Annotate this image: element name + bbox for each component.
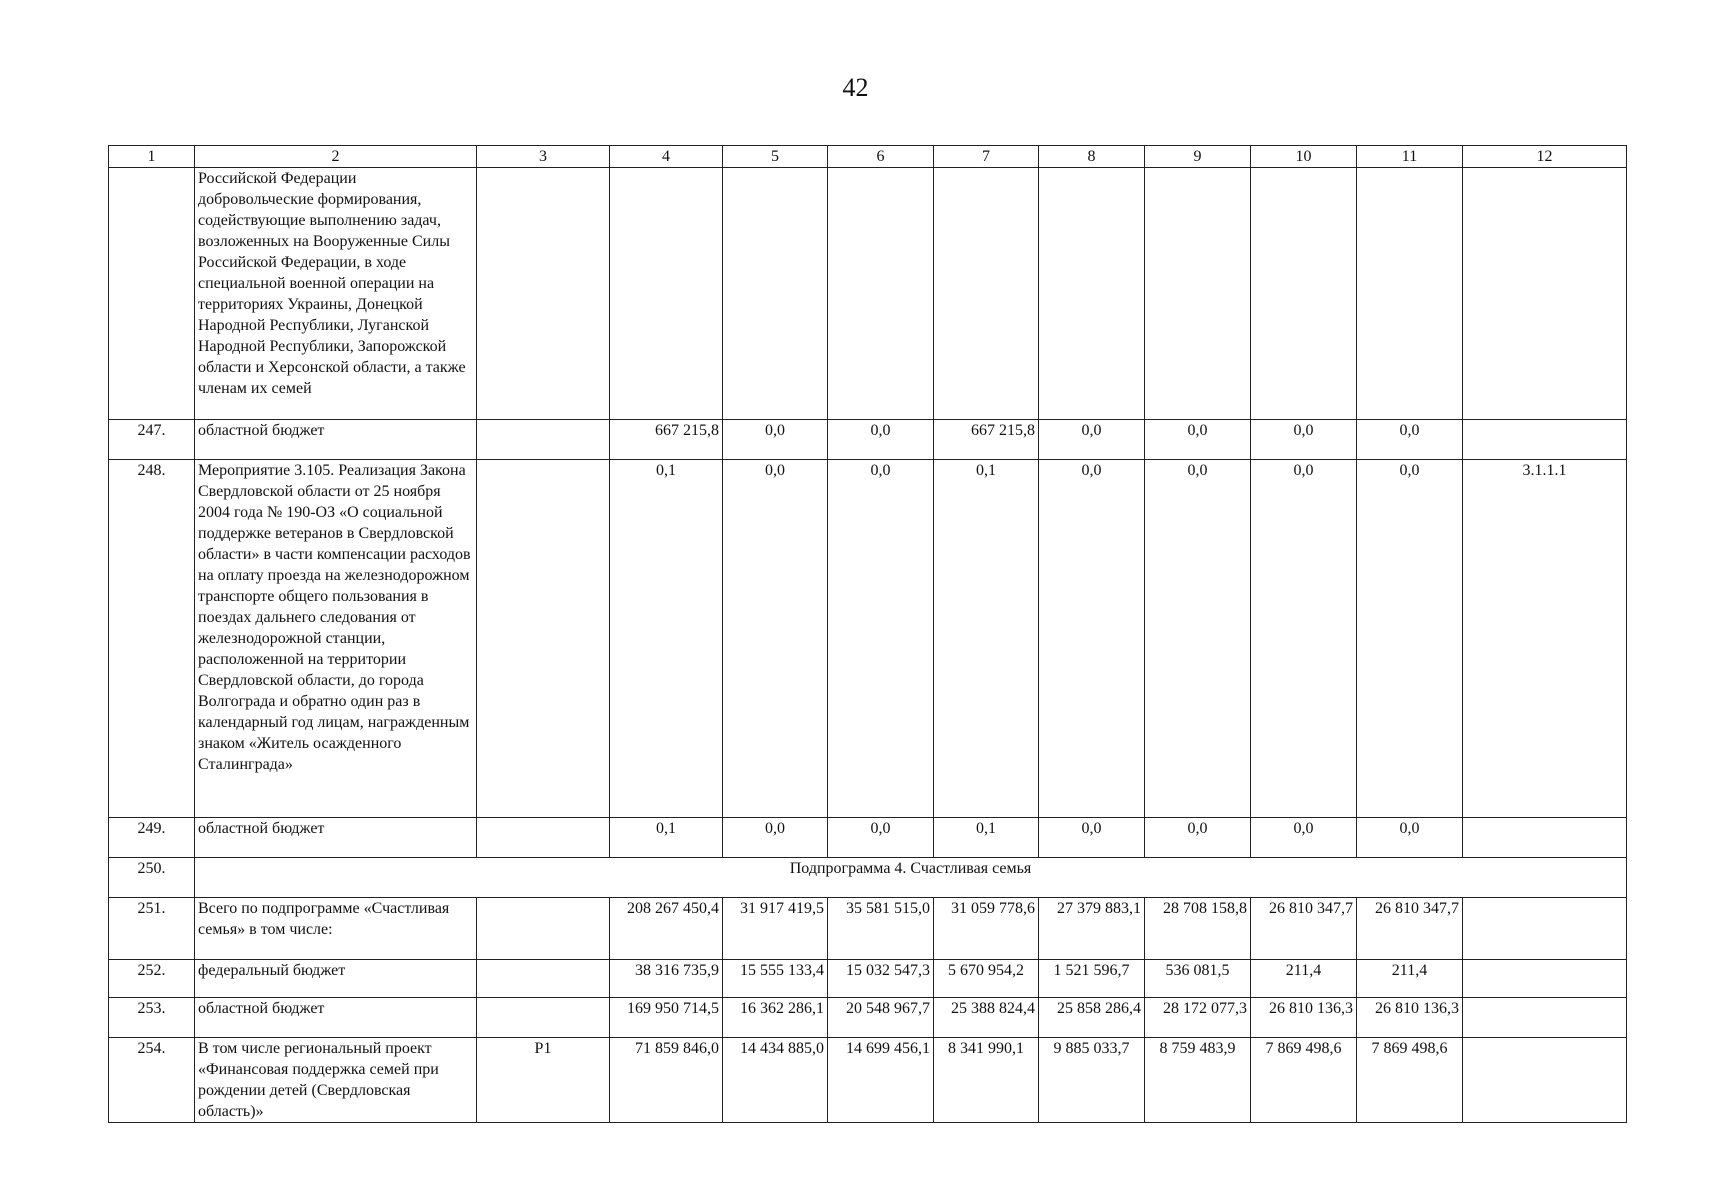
row-code: Р1: [477, 1038, 610, 1123]
table-row: [109, 818, 1627, 858]
value-cell: 27 379 883,1: [1039, 898, 1145, 960]
value-cell: 26 810 136,3: [1357, 998, 1463, 1038]
value-cell: 31 917 419,5: [723, 898, 828, 960]
row-number: 252.: [109, 960, 195, 998]
target-cell: [1463, 818, 1627, 858]
row-number: 247.: [109, 420, 195, 460]
target-cell: [1463, 1038, 1627, 1123]
value-cell: 7 869 498,6: [1251, 1038, 1357, 1123]
table-row: [109, 1038, 1627, 1123]
empty-cell: [1039, 168, 1145, 420]
value-cell: 0,1: [610, 818, 723, 858]
row-name: областной бюджет: [195, 818, 477, 858]
row-number: 250.: [109, 858, 195, 898]
value-cell: 8 341 990,1: [934, 1038, 1039, 1123]
table-row: [109, 998, 1627, 1038]
row-code: [477, 898, 610, 960]
header-row: [109, 146, 1627, 168]
value-cell: 71 859 846,0: [610, 1038, 723, 1123]
value-cell: 0,0: [1357, 460, 1463, 818]
value-cell: 20 548 967,7: [828, 998, 934, 1038]
value-cell: 1 521 596,7: [1039, 960, 1145, 998]
row-number: 248.: [109, 460, 195, 818]
value-cell: 0,0: [1039, 420, 1145, 460]
target-cell: [1463, 898, 1627, 960]
empty-cell: [1463, 168, 1627, 420]
value-cell: 667 215,8: [934, 420, 1039, 460]
header-cell: 11: [1357, 146, 1463, 168]
header-cell: 2: [195, 146, 477, 168]
row-number: [109, 168, 195, 420]
table-row: [109, 420, 1627, 460]
target-cell: 3.1.1.1: [1463, 460, 1627, 818]
empty-cell: [934, 168, 1039, 420]
row-name: В том числе региональный проект «Финансовая поддержка семей при рождении детей (Свердловская область)»: [195, 1038, 477, 1123]
row-name: Мероприятие 3.105. Реализация Закона Свердловской области от 25 ноября 2004 года № 190-ОЗ «О социальной поддержке ветеранов в Свердловской области» в части компенсации расходов на оплату проезда на железнодорожном транспорте общего пользования в поездах дальнего следования от железнодорожной станции, расположенной на территории Свердловской области, до города Волгограда и обратно один раз в календарный год лицам, награжденным знаком «Житель осажденного Сталинграда»: [195, 460, 477, 818]
header-cell: 4: [610, 146, 723, 168]
empty-cell: [1357, 168, 1463, 420]
value-cell: 7 869 498,6: [1357, 1038, 1463, 1123]
row-code: [477, 460, 610, 818]
row-number: 253.: [109, 998, 195, 1038]
header-cell: 3: [477, 146, 610, 168]
table-row: [109, 168, 1627, 420]
target-cell: [1463, 998, 1627, 1038]
value-cell: 0,0: [828, 460, 934, 818]
value-cell: 0,0: [1251, 818, 1357, 858]
row-number: 249.: [109, 818, 195, 858]
target-cell: [1463, 420, 1627, 460]
value-cell: 9 885 033,7: [1039, 1038, 1145, 1123]
value-cell: 15 032 547,3: [828, 960, 934, 998]
value-cell: 0,0: [1357, 420, 1463, 460]
header-cell: 9: [1145, 146, 1251, 168]
row-code: [477, 420, 610, 460]
value-cell: 0,0: [1145, 818, 1251, 858]
value-cell: 667 215,8: [610, 420, 723, 460]
value-cell: 169 950 714,5: [610, 998, 723, 1038]
header-cell: 10: [1251, 146, 1357, 168]
value-cell: 0,0: [723, 460, 828, 818]
empty-cell: [723, 168, 828, 420]
value-cell: 28 708 158,8: [1145, 898, 1251, 960]
row-name: Всего по подпрограмме «Счастливая семья» в том числе:: [195, 898, 477, 960]
row-number: 251.: [109, 898, 195, 960]
subprogram-row: [109, 858, 1627, 898]
value-cell: 14 699 456,1: [828, 1038, 934, 1123]
value-cell: 0,1: [934, 818, 1039, 858]
value-cell: 25 858 286,4: [1039, 998, 1145, 1038]
row-name: областной бюджет: [195, 420, 477, 460]
table-row: [109, 960, 1627, 998]
subprogram-title: Подпрограмма 4. Счастливая семья: [195, 858, 1627, 898]
value-cell: 0,0: [1251, 420, 1357, 460]
value-cell: 26 810 347,7: [1251, 898, 1357, 960]
header-cell: 5: [723, 146, 828, 168]
row-name: областной бюджет: [195, 998, 477, 1038]
value-cell: 25 388 824,4: [934, 998, 1039, 1038]
row-name: Российской Федерации добровольческие формирования, содействующие выполнению задач, возложенных на Вооруженные Силы Российской Федерации, в ходе специальной военной операции на территориях Украины, Донецкой Народной Республики, Луганской Народной Республики, Запорожской области и Херсонской области, а также членам их семей: [195, 168, 477, 420]
header-cell: 7: [934, 146, 1039, 168]
header-cell: 8: [1039, 146, 1145, 168]
value-cell: 208 267 450,4: [610, 898, 723, 960]
value-cell: 28 172 077,3: [1145, 998, 1251, 1038]
budget-table: [108, 145, 1627, 1123]
page-number: 42: [842, 73, 869, 102]
value-cell: 0,0: [828, 420, 934, 460]
table-row: [109, 898, 1627, 960]
value-cell: 15 555 133,4: [723, 960, 828, 998]
table-row: [109, 460, 1627, 818]
value-cell: 0,1: [934, 460, 1039, 818]
value-cell: 0,0: [828, 818, 934, 858]
value-cell: 0,0: [1039, 818, 1145, 858]
empty-cell: [1145, 168, 1251, 420]
value-cell: 16 362 286,1: [723, 998, 828, 1038]
value-cell: 0,0: [1145, 420, 1251, 460]
value-cell: 536 081,5: [1145, 960, 1251, 998]
value-cell: 0,0: [1251, 460, 1357, 818]
value-cell: 5 670 954,2: [934, 960, 1039, 998]
header-cell: 12: [1463, 146, 1627, 168]
value-cell: 14 434 885,0: [723, 1038, 828, 1123]
value-cell: 0,1: [610, 460, 723, 818]
row-code: [477, 960, 610, 998]
value-cell: 0,0: [1039, 460, 1145, 818]
empty-cell: [610, 168, 723, 420]
value-cell: 8 759 483,9: [1145, 1038, 1251, 1123]
target-cell: [1463, 960, 1627, 998]
value-cell: 0,0: [723, 818, 828, 858]
empty-cell: [1251, 168, 1357, 420]
value-cell: 26 810 347,7: [1357, 898, 1463, 960]
empty-cell: [477, 168, 610, 420]
row-name: федеральный бюджет: [195, 960, 477, 998]
value-cell: 211,4: [1357, 960, 1463, 998]
empty-cell: [828, 168, 934, 420]
row-number: 254.: [109, 1038, 195, 1123]
value-cell: 31 059 778,6: [934, 898, 1039, 960]
value-cell: 211,4: [1251, 960, 1357, 998]
value-cell: 0,0: [723, 420, 828, 460]
value-cell: 26 810 136,3: [1251, 998, 1357, 1038]
row-code: [477, 998, 610, 1038]
header-cell: 1: [109, 146, 195, 168]
row-code: [477, 818, 610, 858]
header-cell: 6: [828, 146, 934, 168]
value-cell: 35 581 515,0: [828, 898, 934, 960]
value-cell: 0,0: [1357, 818, 1463, 858]
value-cell: 0,0: [1145, 460, 1251, 818]
value-cell: 38 316 735,9: [610, 960, 723, 998]
